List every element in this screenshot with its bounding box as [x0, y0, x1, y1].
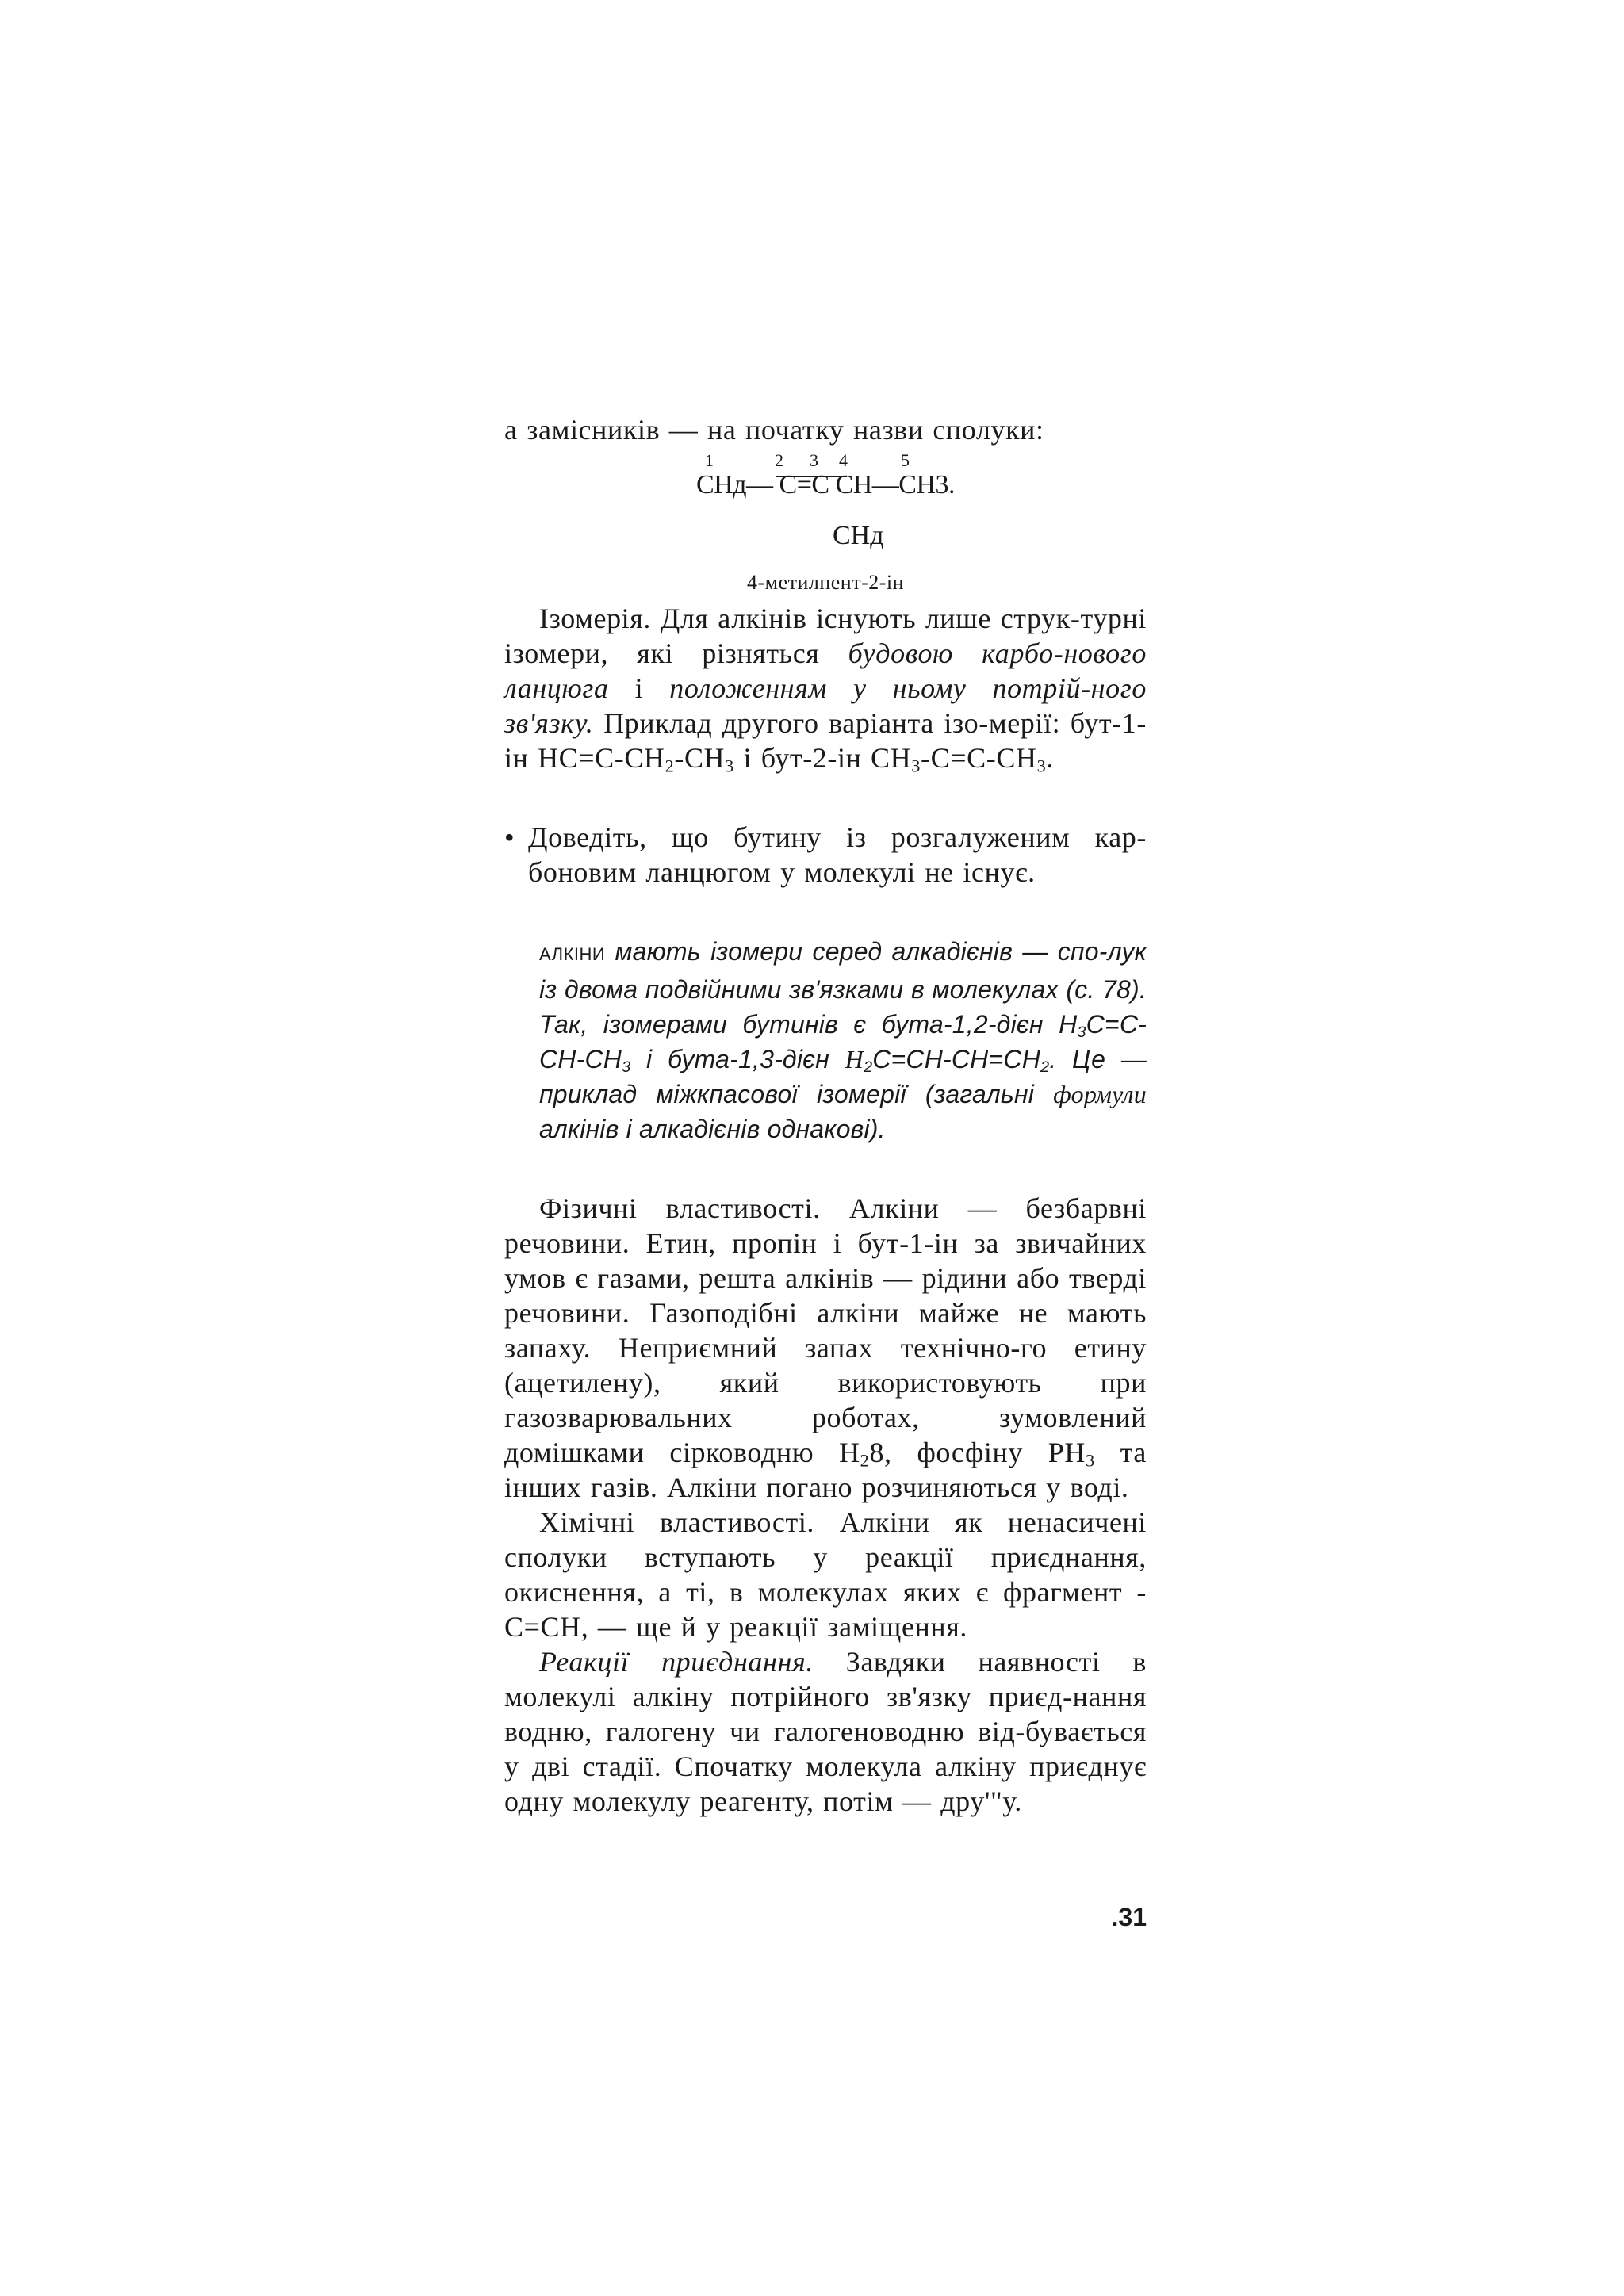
structural-formula [504, 452, 1147, 571]
bullet-icon: • [504, 821, 515, 853]
carbon-number-4: 4 [839, 450, 848, 470]
page-body [504, 412, 1147, 1819]
page-number: .31 [1111, 1903, 1147, 1931]
chemical-properties-paragraph: Хімічні властивості. Алкіни як ненасичені сполуки вступають у реакції приєднання, окиснення, а ті, в молекулах яких є фрагмент -C=CH, — ще й у реакції заміщення. [504, 1506, 1147, 1643]
compound-name: 4-метилпент-2-ін [746, 571, 905, 594]
physical-properties-paragraph: Фізичні властивості. Алкіни — безбарвні речовини. Етин, пропін і бут-1-ін за звичайних умов є газами, решта алкінів — рідини або тверді речовини. Газоподібні алкіни майже не мають запаху. Неприємний запах технічно-го етину (ацетилену), який використовують при газозварювальних роботах, зумовлений домішками сірководню $H_28$, фосфіну $PH_3$ та інших газів. Алкіни погано розчиняються у воді. [504, 1192, 1147, 1503]
carbon-number-1: 1 [705, 450, 714, 470]
addition-reactions-paragraph: Реакції приєднання. Завдяки наявності в молекулі алкіну потрійного зв'язку приєд-нання водню, галогену чи галогеноводню від-бувається у дві стадії. Спочатку молекула алкіну приєднує одну молекулу реагенту, потім — дру'"у. [504, 1646, 1147, 1817]
chemical-lead: Хімічні властивості. [539, 1506, 815, 1538]
intro-line: а замісників — на початку назви сполуки: [504, 414, 1044, 446]
isomerism-paragraph: Ізомерія. Для алкінів існують лише струк-турні ізомери, які різняться будовою карбо-нового ланцюга і положенням у ньому потрій-ного зв'язку. Приклад другого варіанта ізо-мерії: бут-1-ін $HC=C-CH_2-CH_3$ і бут-2-ін $CH_3-C=C-CH_3$. [504, 603, 1147, 776]
question-text: Доведіть, що бутину із розгалуженим кар-боновим ланцюгом у молекулі не існує. [528, 821, 1147, 888]
question-item [504, 820, 1147, 890]
carbon-number-3: 3 [810, 450, 818, 470]
side-note: АЛКІНИ мають ізомери серед алкадієнів — спо-лук із двома подвійними зв'язками в молекулах (с. 78). Так, ізомерами бутинів є бута-1,2-дієн $H_3C=C-CH-CH_3$ і бута-1,3-дієн $H_2C=CH-CH=CH_2$. Це — приклад міжкпасової ізомерії (загальні формули алкінів і алкадієнів однакові). [539, 937, 1147, 1143]
addition-lead: Реакції приєднання. [539, 1646, 814, 1678]
carbon-number-5: 5 [901, 450, 910, 470]
isomerism-lead: Ізомерія. [539, 603, 652, 634]
carbon-number-2: 2 [775, 450, 783, 470]
note-lead: АЛКІНИ [539, 944, 606, 964]
formula-main-chain: CHд— C=C CH—CH3. [696, 470, 956, 499]
formula-branch: CHд [833, 521, 884, 550]
physical-lead: Фізичні властивості. [539, 1192, 821, 1224]
